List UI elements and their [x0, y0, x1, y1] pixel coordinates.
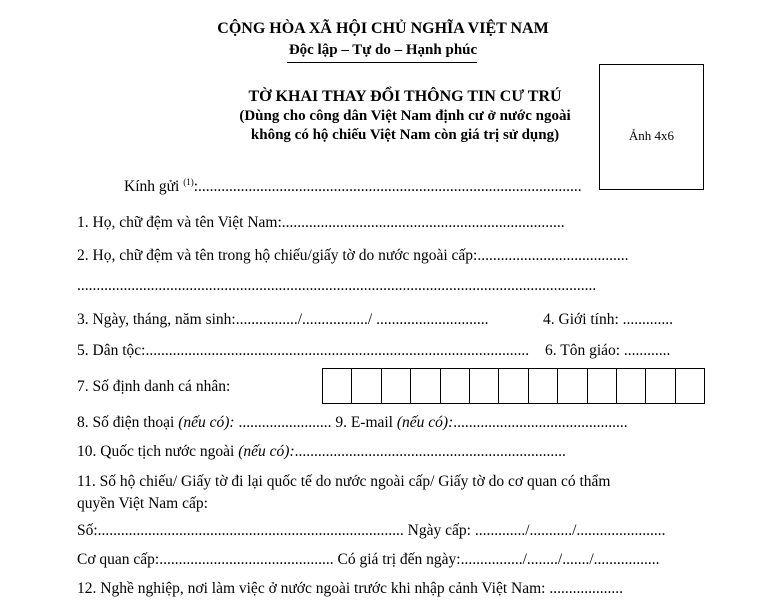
id-digit-cell[interactable]	[470, 369, 499, 403]
id-digit-cell[interactable]	[441, 369, 470, 403]
field-passport-name-continued[interactable]: ......................................................................................................................................	[77, 277, 597, 294]
id-digit-cell[interactable]	[352, 369, 381, 403]
form-subtitle-line1: (Dùng cho công dân Việt Nam định cư ở nước ngoài	[239, 108, 571, 124]
addressee-label: Kính gửi	[124, 178, 180, 196]
email-optional: (nếu có):	[396, 414, 454, 431]
nationality-label: 10. Quốc tịch nước ngoài	[77, 443, 239, 460]
field-passport-name[interactable]: 2. Họ, chữ đệm và tên trong hộ chiếu/giấy tờ do nước ngoài cấp:.......................................	[77, 247, 629, 264]
addressee-footnote: (1)	[183, 177, 194, 187]
field-passport-heading-line2: quyền Việt Nam cấp:	[77, 495, 208, 512]
phone-dots[interactable]: ........................	[234, 414, 332, 431]
id-digit-cell[interactable]	[499, 369, 528, 403]
personal-id-grid[interactable]	[322, 368, 705, 404]
photo-box	[599, 64, 704, 190]
form-subtitle-line2: không có hộ chiếu Việt Nam còn giá trị sử dụng)	[250, 127, 560, 143]
id-digit-cell[interactable]	[411, 369, 440, 403]
field-personal-id-label: 7. Số định danh cá nhân:	[77, 378, 231, 395]
photo-label: Ảnh 4x6	[628, 128, 675, 143]
field-foreign-nationality[interactable]	[77, 443, 566, 461]
field-religion[interactable]: 6. Tôn giáo: ............	[545, 342, 671, 359]
addressee-dots[interactable]: :...................................................................................................	[193, 178, 582, 196]
field-phone-email[interactable]	[77, 414, 628, 432]
field-ethnicity[interactable]: 5. Dân tộc:...................................................................................................	[77, 342, 530, 359]
email-dots[interactable]: .............................................	[453, 414, 628, 431]
field-issuing-authority-expiry[interactable]: Cơ quan cấp:............................................. Có giá trị đến ngày:................/......../......./.................	[77, 551, 660, 568]
phone-label: 8. Số điện thoại	[77, 414, 179, 431]
email-label: 9. E-mail	[331, 414, 397, 431]
field-gender[interactable]: 4. Giới tính: .............	[543, 311, 674, 328]
nationality-optional: (nếu có):	[238, 443, 295, 460]
id-digit-cell[interactable]	[646, 369, 675, 403]
national-motto: Độc lập – Tự do – Hạnh phúc	[288, 42, 478, 58]
id-digit-cell[interactable]	[588, 369, 617, 403]
motto-underline	[287, 62, 477, 63]
field-occupation-abroad[interactable]: 12. Nghề nghiệp, nơi làm việc ở nước ngoài trước khi nhập cảnh Việt Nam: ...................	[77, 580, 623, 597]
phone-optional: (nếu có):	[178, 414, 235, 431]
id-digit-cell[interactable]	[558, 369, 587, 403]
field-date-of-birth[interactable]: 3. Ngày, tháng, năm sinh:................/................./ .............................	[77, 311, 489, 328]
id-digit-cell[interactable]	[529, 369, 558, 403]
id-digit-cell[interactable]	[676, 369, 704, 403]
nationality-dots[interactable]: ......................................................................	[294, 443, 566, 460]
addressee-line[interactable]	[124, 177, 582, 196]
id-digit-cell[interactable]	[323, 369, 352, 403]
field-passport-number-date[interactable]: Số:............................................................................... Ngày cấp: ............./.........../.......................	[77, 522, 666, 539]
form-title: TỜ KHAI THAY ĐỔI THÔNG TIN CƯ TRÚ	[248, 88, 562, 105]
id-digit-cell[interactable]	[617, 369, 646, 403]
field-vietnamese-name[interactable]: 1. Họ, chữ đệm và tên Việt Nam:.........................................................................	[77, 214, 565, 231]
country-name: CỘNG HÒA XÃ HỘI CHỦ NGHĨA VIỆT NAM	[217, 20, 549, 37]
id-digit-cell[interactable]	[382, 369, 411, 403]
field-passport-heading-line1: 11. Số hộ chiếu/ Giấy tờ đi lại quốc tế do nước ngoài cấp/ Giấy tờ do cơ quan có thẩm	[77, 473, 611, 490]
